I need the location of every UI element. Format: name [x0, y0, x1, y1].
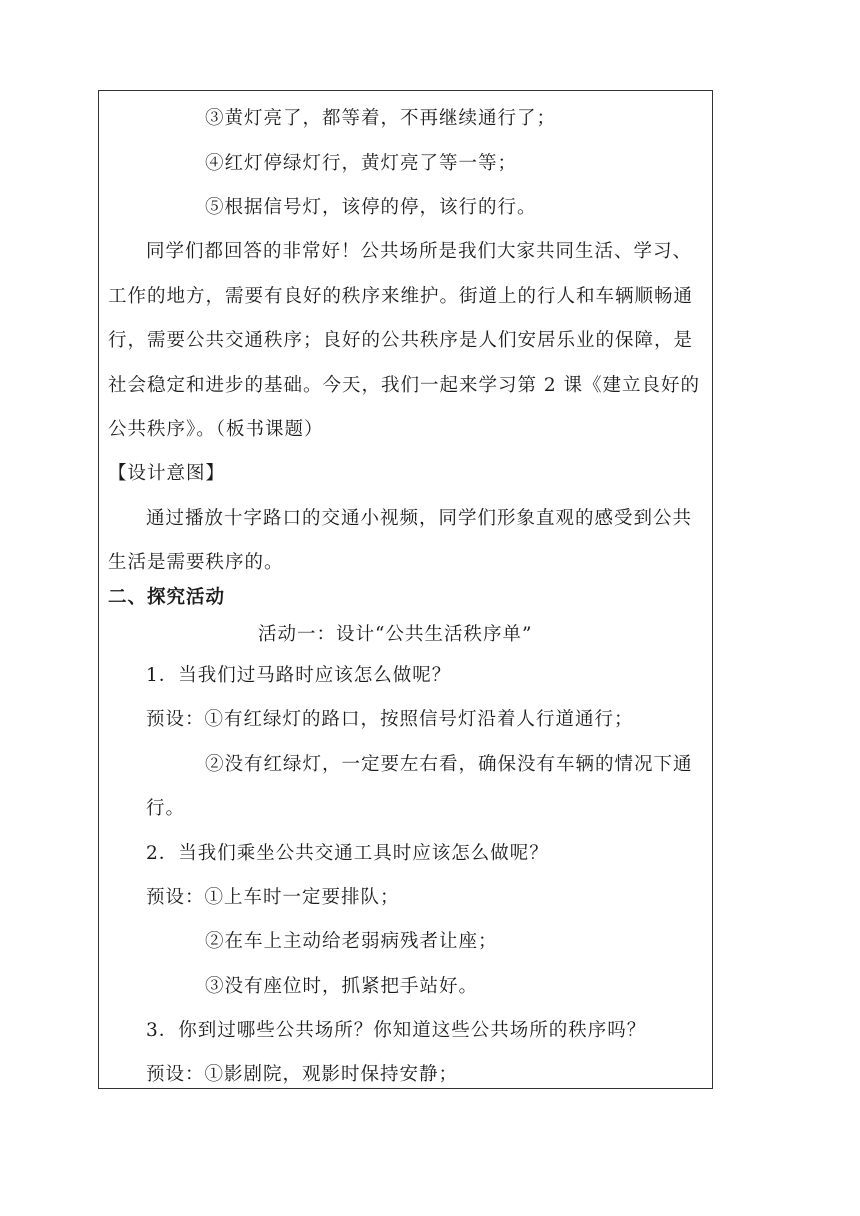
paragraph-line: 社会稳定和进步的基础。今天，我们一起来学习第 2 课《建立良好的 [108, 375, 701, 396]
answer-line: ②没有红绿灯，一定要左右看，确保没有车辆的情况下通 [205, 754, 693, 775]
text-line: ③黄灯亮了，都等着，不再继续通行了； [205, 108, 557, 129]
question-line: 2．当我们乘坐公共交通工具时应该怎么做呢？ [146, 843, 549, 864]
question-line: 3．你到过哪些公共场所？你知道这些公共场所的秩序吗？ [146, 1020, 647, 1041]
activity-title: 活动一：设计“公共生活秩序单” [258, 624, 533, 645]
paragraph-line: 生活是需要秩序的。 [108, 552, 284, 573]
answer-line: 预设：①有红绿灯的路口，按照信号灯沿着人行道通行； [146, 709, 634, 730]
section-label: 【设计意图】 [108, 463, 226, 484]
paragraph-line: 公共秩序》。（板书课题） [108, 419, 324, 440]
answer-line: ③没有座位时，抓紧把手站好。 [205, 976, 479, 997]
question-line: 1．当我们过马路时应该怎么做呢？ [146, 665, 452, 686]
answer-line: ②在车上主动给老弱病残者让座； [205, 931, 498, 952]
answer-line: 行。 [146, 798, 186, 819]
paragraph-line: 通过播放十字路口的交通小视频，同学们形象直观的感受到公共 [146, 508, 693, 529]
section-heading: 二、探究活动 [108, 587, 226, 608]
paragraph-line: 同学们都回答的非常好！公共场所是我们大家共同生活、学习、 [146, 241, 693, 262]
paragraph-line: 工作的地方，需要有良好的秩序来维护。街道上的行人和车辆顺畅通 [108, 286, 694, 307]
answer-line: 预设：①影剧院，观影时保持安静； [146, 1064, 459, 1085]
answer-line: 预设：①上车时一定要排队； [146, 887, 400, 908]
text-line: ④红灯停绿灯行，黄灯亮了等一等； [205, 153, 518, 174]
text-line: ⑤根据信号灯，该停的停，该行的行。 [205, 197, 537, 218]
paragraph-line: 行，需要公共交通秩序；良好的公共秩序是人们安居乐业的保障，是 [108, 330, 694, 351]
